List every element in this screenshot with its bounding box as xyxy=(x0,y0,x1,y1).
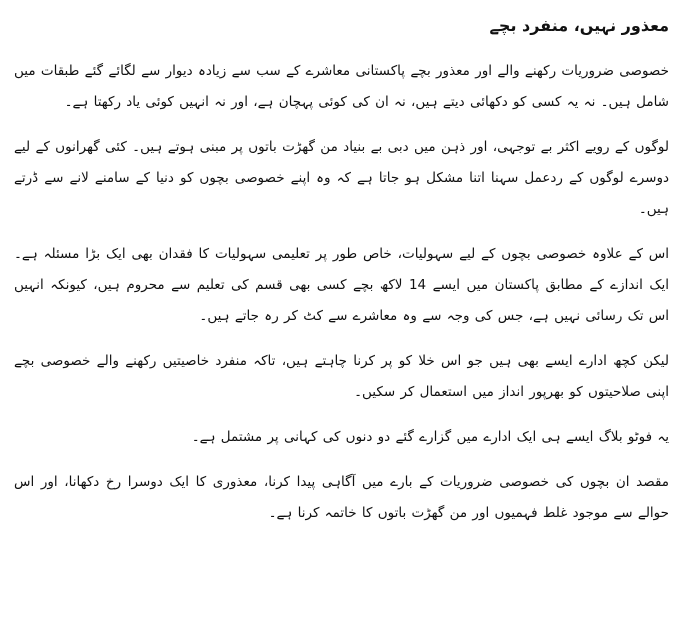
paragraph-4: لیکن کچھ ادارے ایسے بھی ہیں جو اس خلا کو پر کرنا چاہتے ہیں، تاکہ منفرد خاصیتیں رکھنے والے خصوصی بچے اپنی صلاحیتوں کو بھرپور انداز میں استعمال کر سکیں۔ xyxy=(14,353,669,400)
paragraph-1: خصوصی ضروریات رکھنے والے اور معذور بچے پاکستانی معاشرے کے سب سے زیادہ دیوار سے لگائے گئے طبقات میں شامل ہیں۔ نہ یہ کسی کو دکھائی دیتے ہیں، نہ ان کی کوئی پہچان ہے، اور نہ انہیں کوئی یاد رکھتا ہے۔ xyxy=(14,63,669,110)
paragraph-6: مقصد ان بچوں کی خصوصی ضروریات کے بارے میں آگاہی پیدا کرنا، معذوری کا ایک دوسرا رخ دکھانا، اور اس حوالے سے موجود غلط فہمیوں اور من گھڑت باتوں کا خاتمہ کرنا ہے۔ xyxy=(14,474,669,521)
paragraph-3: اس کے علاوہ خصوصی بچوں کے لیے سہولیات، خاص طور پر تعلیمی سہولیات کا فقدان بھی ایک بڑا مسئلہ ہے۔ ایک اندازے کے مطابق پاکستان میں ایسے 14 لاکھ بچے کسی بھی قسم کی تعلیم سے محروم ہیں، کیونکہ انہیں اس تک رسائی نہیں ہے، جس کی وجہ سے وہ معاشرے سے کٹ کر رہ جاتے ہیں۔ xyxy=(14,246,669,324)
paragraph-5: یہ فوٹو بلاگ ایسے ہی ایک ادارے میں گزارے گئے دو دنوں کی کہانی پر مشتمل ہے۔ xyxy=(191,429,669,445)
paragraph-2: لوگوں کے رویے اکثر بے توجہی، اور ذہن میں دبی بے بنیاد من گھڑت باتوں پر مبنی ہوتے ہیں۔ کئی گھرانوں کے لیے دوسرے لوگوں کے ردعمل سہنا اتنا مشکل ہو جاتا ہے کہ وہ اپنے خصوصی بچوں کو دنیا کے سامنے لانے سے ڈرتے ہیں۔ xyxy=(14,139,669,217)
article-title: معذور نہیں، منفرد بچے xyxy=(489,16,669,35)
